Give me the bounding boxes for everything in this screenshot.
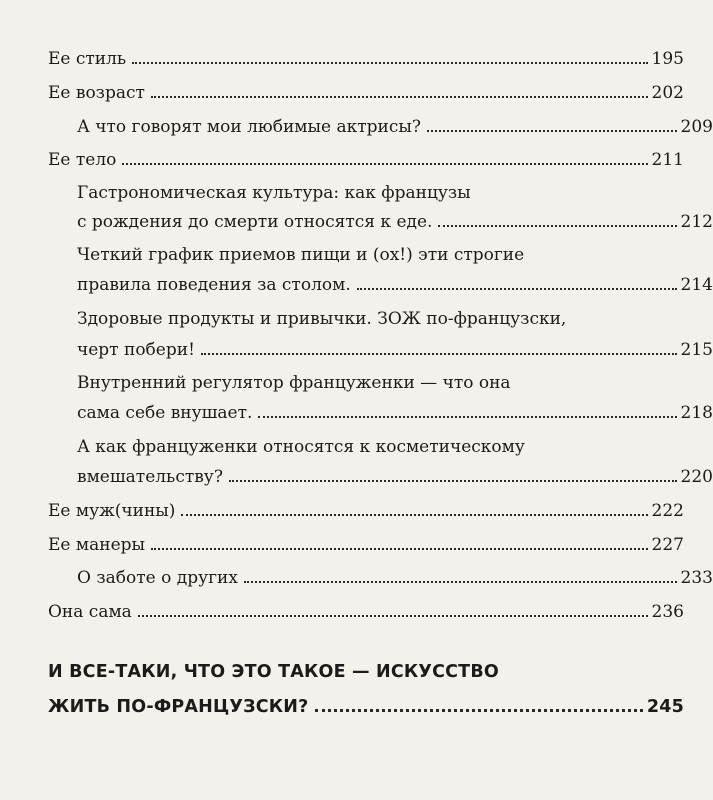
toc-subentry-line1: А как француженки относятся к косметическому: [77, 437, 525, 457]
toc-subentry: [77, 115, 713, 139]
leader-dots: [244, 580, 677, 583]
toc-entry-label: Ее возраст: [48, 83, 145, 103]
leader-dots: [151, 95, 648, 98]
toc-entry: [48, 148, 684, 172]
toc-entry-label: с рождения до смерти относятся к еде.: [77, 212, 433, 232]
toc-page-number: 214: [680, 275, 713, 295]
leader-dots: [427, 129, 677, 132]
toc-subentry-line1: Внутренний регулятор француженки — что она: [77, 373, 511, 393]
toc-subentry: [77, 273, 713, 297]
leader-dots: [438, 224, 676, 227]
toc-entry-label: вмешательству?: [77, 467, 223, 487]
toc-page-number: 220: [680, 467, 713, 487]
leader-dots: [229, 479, 677, 482]
toc-entry-label: Ее муж(чины): [48, 501, 176, 521]
toc-entry: [48, 499, 684, 523]
toc-entry: [48, 81, 684, 105]
toc-page-number: 211: [651, 150, 684, 170]
toc-subentry: [77, 465, 713, 489]
toc-entry: [48, 600, 684, 624]
leader-dots: [258, 415, 676, 418]
toc-subentry-line1: Четкий график приемов пищи и (ох!) эти строгие: [77, 245, 525, 265]
toc-entry-label: ЖИТЬ ПО-ФРАНЦУЗСКИ?: [48, 697, 309, 717]
toc-chapter: [48, 695, 684, 719]
toc-entry-label: Ее стиль: [48, 49, 127, 69]
leader-dots: [122, 162, 647, 165]
toc-subentry: [77, 401, 713, 425]
toc-page-number: 215: [680, 340, 713, 360]
leader-dots: [201, 352, 677, 355]
toc-page-number: 218: [680, 403, 713, 423]
toc-entry-label: черт побери!: [77, 340, 195, 360]
toc-chapter-line1: И ВСЕ-ТАКИ, ЧТО ЭТО ТАКОЕ — ИСКУССТВО: [48, 662, 499, 682]
toc-page-number: 236: [651, 602, 684, 622]
leader-dots: [132, 61, 647, 64]
leader-dots: [315, 708, 643, 712]
toc-page-number: 195: [651, 49, 684, 69]
toc-entry: [48, 47, 684, 71]
toc-subentry: [77, 566, 713, 590]
toc-entry-label: Она сама: [48, 602, 132, 622]
toc-entry-label: Ее манеры: [48, 535, 146, 555]
toc-entry-label: Ее тело: [48, 150, 117, 170]
toc-page-number: 245: [646, 697, 684, 717]
leader-dots: [138, 614, 648, 617]
toc-page-number: 212: [680, 212, 713, 232]
toc-page-number: 233: [680, 568, 713, 588]
toc-page-number: 222: [651, 501, 684, 521]
toc-entry-label: А что говорят мои любимые актрисы?: [77, 117, 422, 137]
toc-page-number: 202: [651, 83, 684, 103]
toc-entry-label: сама себе внушает.: [77, 403, 253, 423]
toc-entry-label: правила поведения за столом.: [77, 275, 351, 295]
toc-page-number: 209: [680, 117, 713, 137]
toc-page-number: 227: [651, 535, 684, 555]
leader-dots: [151, 547, 648, 550]
toc-subentry-line1: Гастрономическая культура: как французы: [77, 183, 471, 203]
leader-dots: [181, 513, 647, 516]
toc-subentry-line1: Здоровые продукты и привычки. ЗОЖ по-французски,: [77, 309, 567, 329]
toc-entry: [48, 533, 684, 557]
leader-dots: [357, 287, 677, 290]
toc-subentry: [77, 338, 713, 362]
toc-entry-label: О заботе о других: [77, 568, 238, 588]
toc-subentry: [77, 210, 713, 234]
